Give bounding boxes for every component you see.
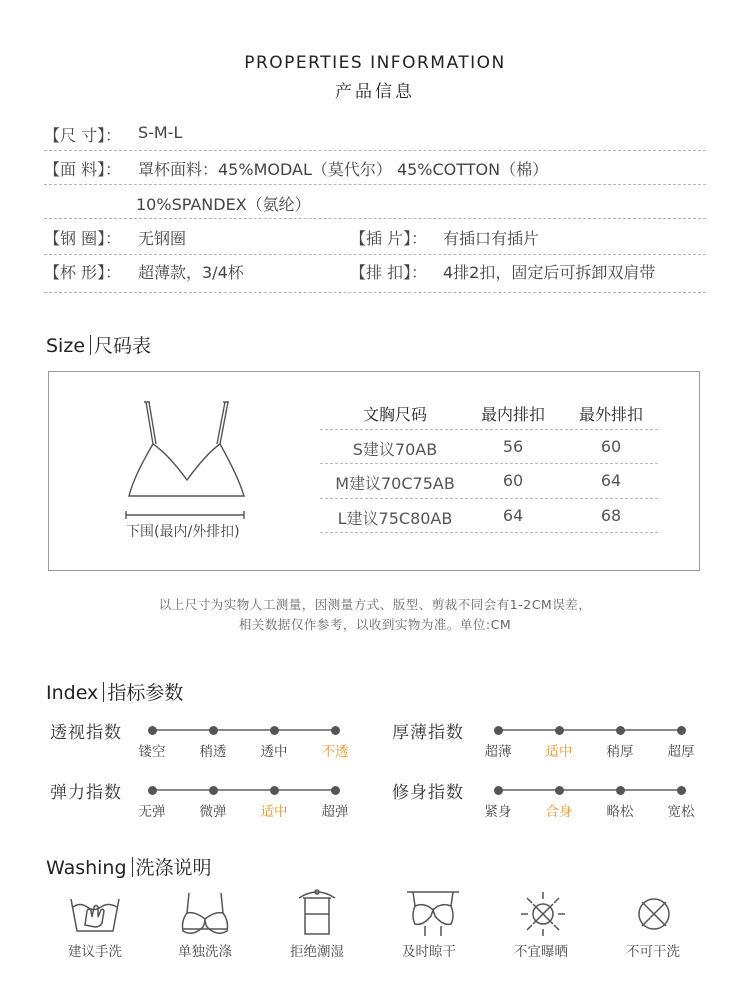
divider: [320, 532, 658, 533]
divider: [320, 498, 658, 499]
index-level: 超厚: [667, 744, 695, 760]
page-title-en: PROPERTIES INFORMATION: [244, 53, 506, 73]
table-cell: 64: [600, 471, 622, 490]
divider: [44, 150, 706, 151]
index-scale-dot: [616, 726, 625, 735]
index-scale-dot: [494, 786, 503, 795]
underbust-label: 下围(最内/外排扣): [126, 524, 240, 540]
prop-wire-value: 无钢圈: [138, 229, 187, 248]
title-separator: [90, 335, 91, 355]
index-label: 修身指数: [392, 783, 464, 803]
index-level: 镂空: [138, 744, 166, 760]
index-level-selected: 不透: [321, 744, 349, 760]
index-scale-dot: [148, 786, 157, 795]
size-section-title: [46, 331, 151, 358]
index-scale-line: [152, 789, 335, 791]
size-col-header: 最外排扣: [578, 405, 643, 424]
washing-title-en: Washing: [46, 857, 127, 879]
index-title-en: Index: [46, 682, 99, 704]
size-col-header: 最内排扣: [480, 405, 545, 424]
index-scale-dot: [494, 726, 503, 735]
index-level-selected: 适中: [260, 804, 288, 820]
table-cell: 56: [502, 437, 524, 456]
size-note-line-2: 相关数据仅作参考，以收到实物为准。单位:CM: [238, 617, 512, 632]
no-tumble-dry-icon: [626, 888, 682, 944]
index-scale-line: [498, 729, 681, 731]
table-cell: 64: [502, 506, 524, 525]
wash-label: 及时晾干: [402, 944, 456, 960]
washing-title-cn: 洗涤说明: [135, 857, 212, 879]
divider: [320, 429, 658, 430]
bra-outline-icon: [120, 398, 250, 523]
index-level: 宽松: [667, 804, 695, 820]
index-scale-dot: [677, 786, 686, 795]
prop-insert-value: 有插口有插片: [443, 229, 540, 248]
divider: [320, 463, 658, 464]
index-level: 超薄: [484, 744, 512, 760]
page-title-cn: 产品信息: [335, 82, 415, 102]
index-scale-dot: [616, 786, 625, 795]
index-scale-dot: [331, 726, 340, 735]
table-cell: L建议75C80AB: [337, 509, 453, 528]
index-label: 弹力指数: [50, 783, 122, 803]
divider: [44, 218, 706, 219]
index-scale-dot: [555, 726, 564, 735]
prop-size-value: S-M-L: [138, 123, 183, 142]
hang-dry-icon: [403, 886, 463, 944]
title-separator: [103, 682, 104, 702]
wash-label: 不宜曝晒: [514, 944, 568, 960]
index-scale-dot: [148, 726, 157, 735]
prop-fabric-value: 罩杯面料：45%MODAL（莫代尔） 45%COTTON（棉）: [138, 160, 549, 179]
index-label: 厚薄指数: [392, 723, 464, 743]
prop-fabric-label: 【面 料】：: [44, 160, 122, 179]
prop-fabric-value-2: 10%SPANDEX（氨纶）: [136, 195, 311, 214]
no-damp-icon: [287, 884, 347, 944]
divider: [44, 292, 706, 293]
wash-label: 拒绝潮湿: [290, 944, 344, 960]
size-title-cn: 尺码表: [94, 335, 152, 357]
index-level: 稍厚: [606, 744, 634, 760]
wash-label: 建议手洗: [68, 944, 122, 960]
index-level-selected: 合身: [545, 804, 573, 820]
prop-cup-value: 超薄款，3/4杯: [138, 263, 244, 282]
title-separator: [132, 857, 133, 877]
index-scale-dot: [270, 786, 279, 795]
index-level: 微弹: [199, 804, 227, 820]
index-scale-dot: [555, 786, 564, 795]
washing-section-title: [46, 853, 212, 880]
divider: [44, 254, 706, 255]
index-scale-dot: [209, 726, 218, 735]
index-scale-dot: [677, 726, 686, 735]
table-cell: S建议70AB: [352, 440, 438, 459]
index-level: 紧身: [484, 804, 512, 820]
index-level: 略松: [606, 804, 634, 820]
prop-hook-value: 4排2扣，固定后可拆卸双肩带: [443, 263, 656, 282]
no-sun-icon: [515, 888, 571, 944]
size-title-en: Size: [46, 335, 86, 357]
index-scale-line: [152, 729, 335, 731]
size-col-header: 文胸尺码: [362, 405, 427, 424]
index-scale-dot: [331, 786, 340, 795]
divider: [44, 184, 706, 185]
index-level: 透中: [260, 744, 288, 760]
index-level: 无弹: [138, 804, 166, 820]
hand-wash-icon: [65, 885, 125, 941]
wash-label: 不可干洗: [626, 944, 680, 960]
wash-label: 单独洗涤: [178, 944, 232, 960]
prop-size-label: 【尺 寸】：: [44, 126, 122, 145]
table-cell: 68: [600, 506, 622, 525]
prop-cup-label: 【杯 形】：: [44, 263, 122, 282]
index-title-cn: 指标参数: [107, 682, 184, 704]
size-note-line-1: 以上尺寸为实物人工测量，因测量方式、版型、剪裁不同会有1-2CM误差，: [158, 597, 592, 612]
table-cell: M建议70C75AB: [335, 474, 455, 493]
index-scale-dot: [209, 786, 218, 795]
index-label: 透视指数: [50, 723, 122, 743]
index-level: 稍透: [199, 744, 227, 760]
table-cell: 60: [502, 471, 524, 490]
prop-insert-label: 【插 片】：: [350, 229, 428, 248]
prop-wire-label: 【钢 圈】：: [44, 229, 122, 248]
separate-wash-icon: [175, 889, 235, 945]
index-scale-line: [498, 789, 681, 791]
index-level-selected: 适中: [545, 744, 573, 760]
table-cell: 60: [600, 437, 622, 456]
index-section-title: [46, 678, 183, 705]
index-scale-dot: [270, 726, 279, 735]
prop-hook-label: 【排 扣】：: [350, 263, 428, 282]
index-level: 超弹: [321, 804, 349, 820]
